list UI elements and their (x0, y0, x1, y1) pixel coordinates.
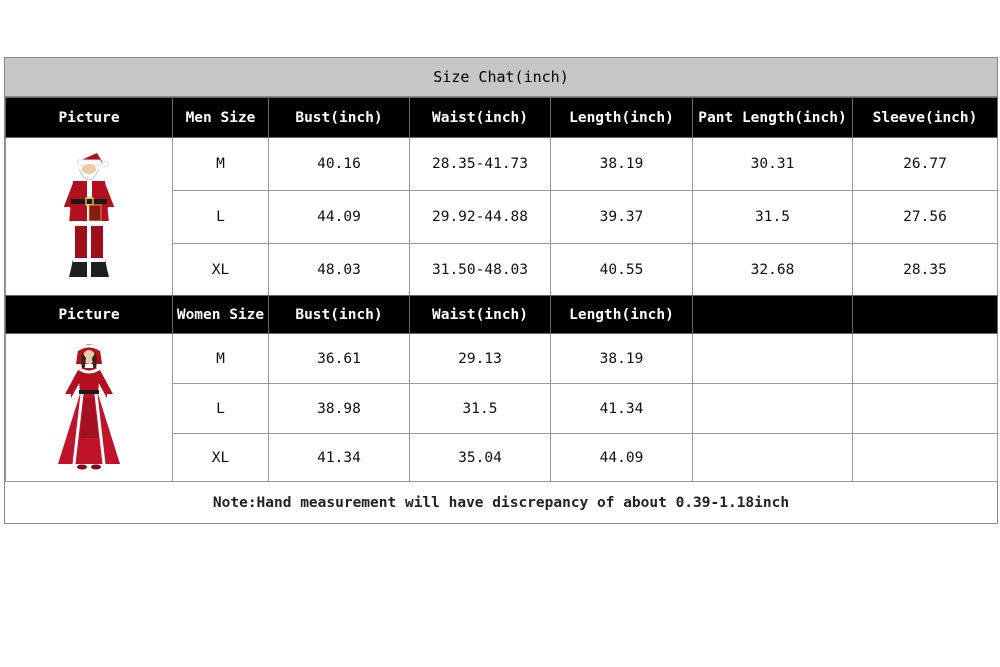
waist-cell: 29.13 (410, 334, 551, 384)
table-row (6, 138, 998, 191)
empty-cell (693, 434, 853, 482)
women-size-table (5, 295, 998, 482)
length-cell: 38.19 (551, 138, 693, 191)
size-cell: L (173, 191, 269, 244)
header-sleeve: Sleeve(inch) (853, 98, 998, 138)
header-women-size: Women Size (173, 296, 269, 334)
length-cell: 40.55 (551, 244, 693, 297)
mrs-claus-dress-image (6, 334, 173, 482)
women-header-row (6, 296, 998, 334)
header-waist: Waist(inch) (410, 98, 551, 138)
sleeve-cell: 28.35 (853, 244, 998, 297)
empty-cell (693, 384, 853, 434)
bust-cell: 44.09 (269, 191, 410, 244)
bust-cell: 48.03 (269, 244, 410, 297)
bust-cell: 38.98 (269, 384, 410, 434)
header-bust: Bust(inch) (269, 296, 410, 334)
santa-figure-icon (49, 147, 129, 287)
pant-length-cell: 31.5 (693, 191, 853, 244)
waist-cell: 29.92-44.88 (410, 191, 551, 244)
header-length: Length(inch) (551, 296, 693, 334)
size-cell: XL (173, 434, 269, 482)
waist-cell: 31.50-48.03 (410, 244, 551, 297)
waist-cell: 28.35-41.73 (410, 138, 551, 191)
sleeve-cell: 27.56 (853, 191, 998, 244)
chart-title: Size Chat(inch) (5, 58, 997, 97)
header-empty (853, 296, 998, 334)
bust-cell: 40.16 (269, 138, 410, 191)
pant-length-cell: 32.68 (693, 244, 853, 297)
men-header-row (6, 98, 998, 138)
empty-cell (853, 434, 998, 482)
length-cell: 38.19 (551, 334, 693, 384)
header-picture: Picture (6, 296, 173, 334)
header-bust: Bust(inch) (269, 98, 410, 138)
empty-cell (853, 334, 998, 384)
header-men-size: Men Size (173, 98, 269, 138)
size-cell: M (173, 334, 269, 384)
mrs-claus-figure-icon (44, 338, 134, 478)
santa-costume-image (6, 138, 173, 297)
length-cell: 39.37 (551, 191, 693, 244)
header-empty (693, 296, 853, 334)
pant-length-cell: 30.31 (693, 138, 853, 191)
waist-cell: 31.5 (410, 384, 551, 434)
empty-cell (693, 334, 853, 384)
length-cell: 41.34 (551, 384, 693, 434)
men-size-table (5, 97, 998, 297)
header-pant-length: Pant Length(inch) (693, 98, 853, 138)
sleeve-cell: 26.77 (853, 138, 998, 191)
waist-cell: 35.04 (410, 434, 551, 482)
header-waist: Waist(inch) (410, 296, 551, 334)
length-cell: 44.09 (551, 434, 693, 482)
table-row (6, 334, 998, 384)
size-chart (4, 57, 998, 524)
empty-cell (853, 384, 998, 434)
size-cell: M (173, 138, 269, 191)
header-length: Length(inch) (551, 98, 693, 138)
measurement-note: Note:Hand measurement will have discrepancy of about 0.39-1.18inch (5, 481, 997, 523)
bust-cell: 41.34 (269, 434, 410, 482)
header-picture: Picture (6, 98, 173, 138)
size-cell: L (173, 384, 269, 434)
bust-cell: 36.61 (269, 334, 410, 384)
size-cell: XL (173, 244, 269, 297)
